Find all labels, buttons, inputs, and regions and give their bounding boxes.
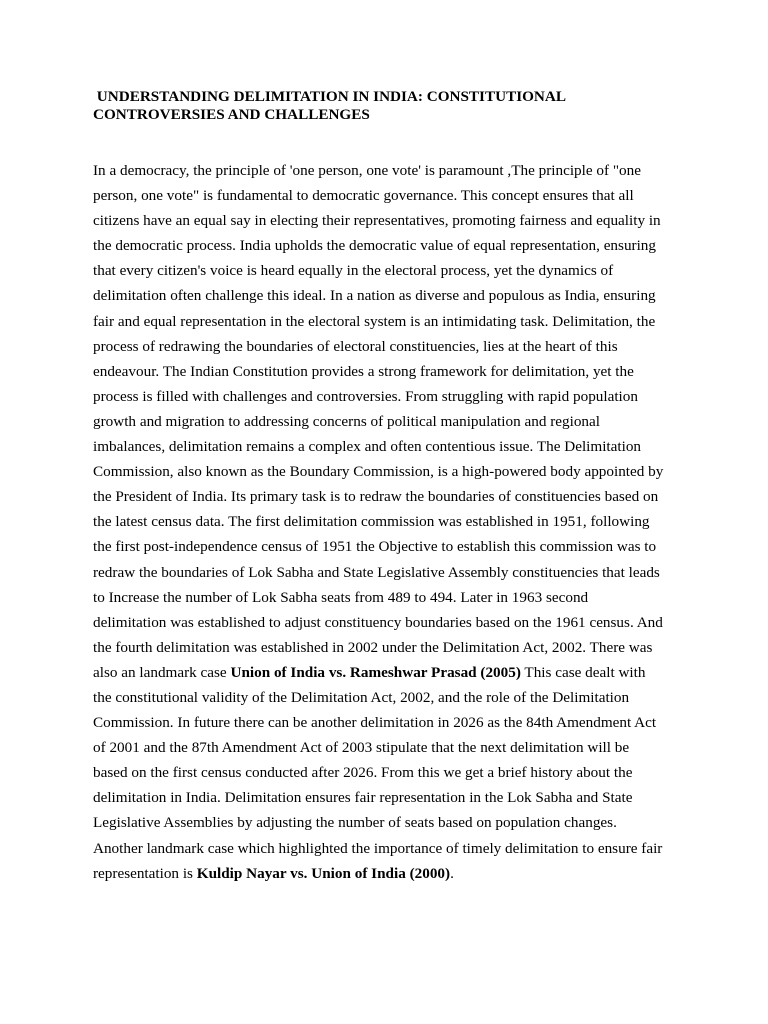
title-line: CONTROVERSIES AND CHALLENGES (93, 106, 370, 123)
body-line: process is filled with challenges and controversies. From struggling with rapid population (93, 387, 638, 405)
body-line: Legislative Assemblies by adjusting the number of seats based on population changes. (93, 814, 617, 832)
body-line: Commission. In future there can be another delimitation in 2026 as the 84th Amendment Act (93, 714, 657, 732)
body-line: the latest census data. The first delimitation commission was established in 1951, following (93, 513, 650, 531)
case-citation-kuldip-vs-union: Kuldip Nayar vs. Union of India (2000) (196, 864, 451, 882)
body-line: delimitation in India. Delimitation ensures fair representation in the Lok Sabha and State (93, 789, 633, 807)
document-title (93, 88, 693, 124)
body-line: delimitation often challenge this ideal. In a nation as diverse and populous as India, ensuring (93, 287, 656, 305)
body-line: the first post-independence census of 1951 the Objective to establish this commission was to (93, 538, 657, 556)
body-line: the fourth delimitation was established in 2002 under the Delimitation Act, 2002. There was (93, 638, 653, 656)
body-line: to Increase the number of Lok Sabha seats from 489 to 494. Later in 1963 second (93, 588, 589, 606)
body-line: Another landmark case which highlighted the importance of timely delimitation to ensure fair (93, 839, 663, 857)
body-line-landmark-case-1 (93, 660, 683, 685)
body-line: the President of India. Its primary task is to redraw the boundaries of constituencies based on (93, 488, 659, 506)
text-segment: representation is (93, 864, 197, 882)
title-line: UNDERSTANDING DELIMITATION IN INDIA: CONSTITUTIONAL (93, 88, 566, 105)
text-segment: . (450, 864, 454, 882)
body-line: that every citizen's voice is heard equally in the electoral process, yet the dynamics of (93, 262, 614, 280)
document-body-paragraph (93, 158, 683, 886)
case-citation-union-vs-rameshwar: Union of India vs. Rameshwar Prasad (2005) (230, 663, 521, 681)
body-line: growth and migration to addressing concerns of political manipulation and regional (93, 412, 600, 430)
body-line-landmark-case-2 (93, 861, 683, 886)
body-line: redraw the boundaries of Lok Sabha and State Legislative Assembly constituencies that leads (93, 563, 660, 581)
body-line: the democratic process. India upholds the democratic value of equal representation, ensuring (93, 237, 656, 255)
body-line: In a democracy, the principle of 'one person, one vote' is paramount ,The principle of "one (93, 162, 641, 179)
body-line: endeavour. The Indian Constitution provides a strong framework for delimitation, yet the (93, 362, 634, 380)
body-line: the constitutional validity of the Delimitation Act, 2002, and the role of the Delimitation (93, 688, 630, 706)
body-line: imbalances, delimitation remains a complex and often contentious issue. The Delimitation (93, 438, 642, 456)
body-line: of 2001 and the 87th Amendment Act of 2003 stipulate that the next delimitation will be (93, 739, 630, 757)
body-line: Commission, also known as the Boundary Commission, is a high-powered body appointed by (93, 463, 664, 481)
body-line: delimitation was established to adjust constituency boundaries based on the 1961 census. And (93, 613, 663, 631)
text-segment: also an landmark case (93, 663, 231, 681)
body-line: citizens have an equal say in electing their representatives, promoting fairness and equality in (93, 212, 661, 230)
body-line: based on the first census conducted after 2026. From this we get a brief history about the (93, 764, 633, 782)
body-line: person, one vote" is fundamental to democratic governance. This concept ensures that all (93, 187, 634, 205)
body-line: fair and equal representation in the electoral system is an intimidating task. Delimitation, the (93, 312, 656, 330)
text-segment: This case dealt with (520, 663, 646, 681)
body-line: process of redrawing the boundaries of electoral constituencies, lies at the heart of this (93, 337, 618, 355)
